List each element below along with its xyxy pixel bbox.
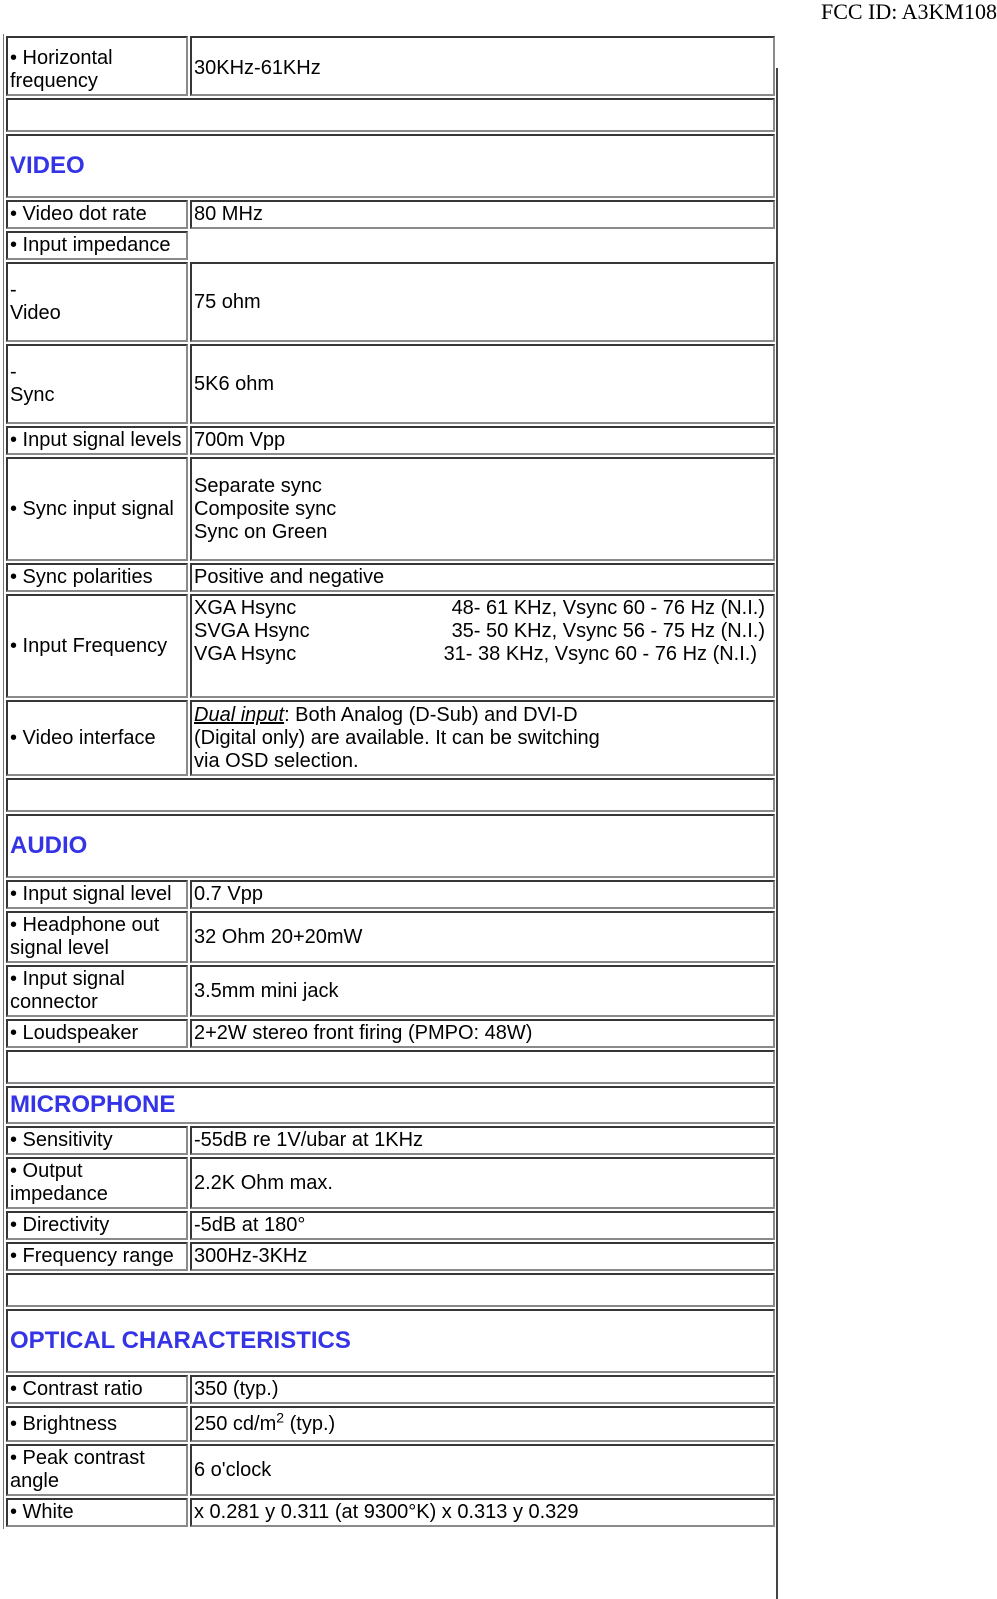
spec-label: • Output impedance bbox=[6, 1157, 188, 1209]
frequency-range: 35- 50 KHz, Vsync 56 - 75 Hz (N.I.) bbox=[451, 620, 765, 642]
frequency-row bbox=[194, 597, 771, 620]
spec-table bbox=[3, 34, 777, 1529]
spec-value: 75 ohm bbox=[190, 262, 775, 342]
spec-label: • Sync polarities bbox=[6, 563, 188, 592]
spec-value: 300Hz-3KHz bbox=[190, 1242, 775, 1271]
spec-label: • Brightness bbox=[6, 1406, 188, 1442]
section-title: VIDEO bbox=[10, 152, 85, 179]
frequency-range: 48- 61 KHz, Vsync 60 - 76 Hz (N.I.) bbox=[451, 597, 765, 619]
spec-label: • Loudspeaker bbox=[6, 1019, 188, 1048]
page-edge-rule bbox=[776, 68, 778, 1599]
superscript: 2 bbox=[276, 1408, 285, 1425]
table-row bbox=[6, 457, 775, 561]
table-row bbox=[6, 965, 775, 1017]
spacer-row bbox=[6, 1050, 775, 1084]
section-header-microphone bbox=[6, 1086, 775, 1124]
table-row bbox=[6, 1375, 775, 1404]
table-row bbox=[6, 1444, 775, 1496]
frequency-mode: VGA Hsync bbox=[194, 643, 297, 665]
spec-value: 700m Vpp bbox=[190, 426, 775, 455]
spec-label: - Sync bbox=[6, 344, 188, 424]
table-row bbox=[6, 911, 775, 963]
table-row bbox=[6, 344, 775, 424]
emphasis-text: Dual input bbox=[194, 703, 285, 726]
sync-type: Sync on Green bbox=[194, 520, 328, 543]
spec-label: • Input signal levels bbox=[6, 426, 188, 455]
frequency-row bbox=[194, 620, 771, 643]
spec-value: -5dB at 180° bbox=[190, 1211, 775, 1240]
table-row bbox=[6, 563, 775, 592]
spec-value: 350 (typ.) bbox=[190, 1375, 775, 1404]
blank-cell bbox=[6, 98, 775, 132]
sync-type: Composite sync bbox=[194, 497, 337, 520]
section-header-video bbox=[6, 134, 775, 198]
table-row bbox=[6, 36, 775, 96]
brightness-value: 250 cd/m bbox=[194, 1412, 277, 1435]
spec-value bbox=[190, 457, 775, 561]
table-row bbox=[6, 1242, 775, 1271]
table-row bbox=[6, 426, 775, 455]
section-title: OPTICAL CHARACTERISTICS bbox=[10, 1327, 351, 1354]
spec-value: 2+2W stereo front firing (PMPO: 48W) bbox=[190, 1019, 775, 1048]
table-row bbox=[6, 700, 775, 776]
spec-label: • Input signal level bbox=[6, 880, 188, 909]
spec-label: • Video dot rate bbox=[6, 200, 188, 229]
section-header-row bbox=[6, 134, 775, 198]
table-row bbox=[6, 262, 775, 342]
spacer-row bbox=[6, 778, 775, 812]
spec-value: -55dB re 1V/ubar at 1KHz bbox=[190, 1126, 775, 1155]
table-row bbox=[6, 1211, 775, 1240]
frequency-mode: SVGA Hsync bbox=[194, 620, 310, 642]
frequency-range: 31- 38 KHz, Vsync 60 - 76 Hz (N.I.) bbox=[443, 643, 757, 665]
section-title: AUDIO bbox=[10, 832, 88, 859]
spec-label: • Input signal connector bbox=[6, 965, 188, 1017]
spec-value bbox=[190, 594, 775, 698]
spacer-row bbox=[6, 1273, 775, 1307]
spec-label: • Video interface bbox=[6, 700, 188, 776]
spec-value: 3.5mm mini jack bbox=[190, 965, 775, 1017]
spec-label: • Contrast ratio bbox=[6, 1375, 188, 1404]
spec-value bbox=[190, 1406, 775, 1442]
spec-label: • White bbox=[6, 1498, 188, 1527]
section-header-optical bbox=[6, 1309, 775, 1373]
spec-value: Positive and negative bbox=[190, 563, 775, 592]
spec-value: 32 Ohm 20+20mW bbox=[190, 911, 775, 963]
spec-label: • Directivity bbox=[6, 1211, 188, 1240]
table-row bbox=[6, 231, 775, 260]
spec-value bbox=[190, 700, 775, 776]
spacer-row bbox=[6, 98, 775, 132]
table-row bbox=[6, 1157, 775, 1209]
section-title: MICROPHONE bbox=[10, 1091, 176, 1118]
spec-label: - Video bbox=[6, 262, 188, 342]
spec-label: • Peak contrast angle bbox=[6, 1444, 188, 1496]
video-interface-text bbox=[194, 704, 614, 773]
spec-label: • Horizontal frequency bbox=[6, 36, 188, 96]
section-header-audio bbox=[6, 814, 775, 878]
spec-value: 6 o'clock bbox=[190, 1444, 775, 1496]
spec-label: • Headphone out signal level bbox=[6, 911, 188, 963]
spec-value: x 0.281 y 0.311 (at 9300°K) x 0.313 y 0.329 bbox=[190, 1498, 775, 1527]
brightness-unit: (typ.) bbox=[284, 1412, 336, 1435]
table-row bbox=[6, 594, 775, 698]
table-row bbox=[6, 200, 775, 229]
spec-label: • Sensitivity bbox=[6, 1126, 188, 1155]
empty-cell bbox=[190, 231, 775, 260]
spec-value: 5K6 ohm bbox=[190, 344, 775, 424]
spec-label: • Sync input signal bbox=[6, 457, 188, 561]
table-row bbox=[6, 1019, 775, 1048]
table-row bbox=[6, 1406, 775, 1442]
spec-value: 80 MHz bbox=[190, 200, 775, 229]
section-header-row bbox=[6, 1086, 775, 1124]
table-row bbox=[6, 1126, 775, 1155]
frequency-row bbox=[194, 643, 771, 666]
table-row bbox=[6, 1498, 775, 1527]
spec-label: • Input impedance bbox=[6, 231, 188, 260]
spec-value: 2.2K Ohm max. bbox=[190, 1157, 775, 1209]
spec-label: • Input Frequency bbox=[6, 594, 188, 698]
table-row bbox=[6, 880, 775, 909]
sync-type: Separate sync bbox=[194, 474, 322, 497]
blank-cell bbox=[6, 1273, 775, 1307]
blank-cell bbox=[6, 778, 775, 812]
frequency-mode: XGA Hsync bbox=[194, 597, 297, 619]
fcc-id-header: FCC ID: A3KM108 bbox=[820, 0, 997, 24]
spec-page bbox=[0, 47, 778, 1599]
section-header-row bbox=[6, 1309, 775, 1373]
spec-label: • Frequency range bbox=[6, 1242, 188, 1271]
section-header-row bbox=[6, 814, 775, 878]
spec-value: 0.7 Vpp bbox=[190, 880, 775, 909]
blank-cell bbox=[6, 1050, 775, 1084]
spec-value: 30KHz-61KHz bbox=[190, 36, 775, 96]
description-text: : Both Analog (D-Sub) and DVI-D (Digital only) are available. It can be switching via OSD selection. bbox=[194, 703, 600, 772]
